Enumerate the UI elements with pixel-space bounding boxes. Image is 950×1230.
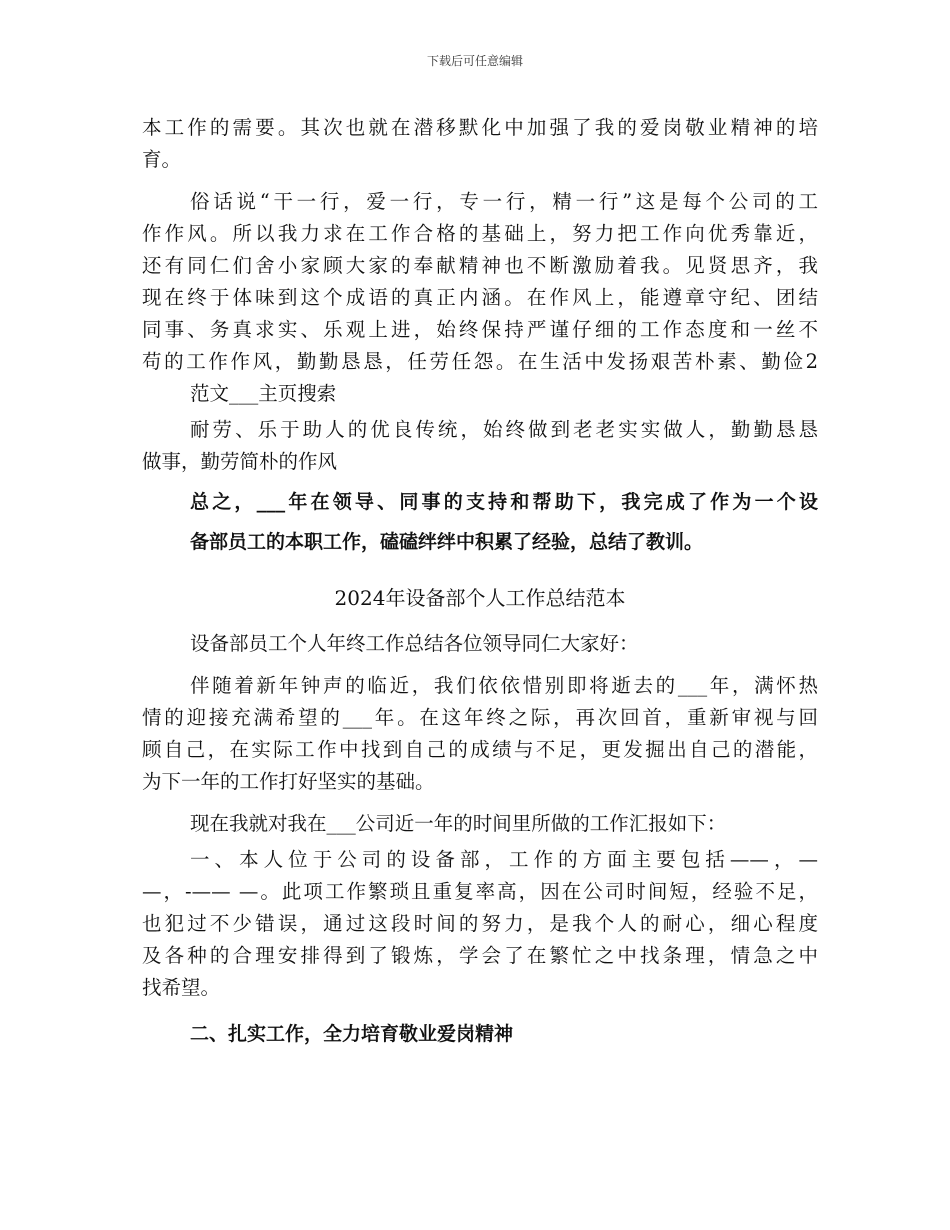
paragraph-line: 找希望。 [142,976,221,999]
section-title: 2024年设备部个人工作总结范本 [334,586,626,610]
paragraph-line: 育。 [142,148,182,171]
paragraph-line: 作作风。所以我力求在工作合格的基础上，努力把工作向优秀靠近， [142,222,818,245]
bold-summary-line: 备部员工的本职工作，磕磕绊绊中积累了经验，总结了教训。 [190,531,704,553]
paragraph-line: 伴随着新年钟声的临近，我们依依惜别即将逝去的___年，满怀热 [190,674,818,697]
paragraph-line: 一、本人位于公司的设备部，工作的方面主要包括——，— [190,848,818,871]
paragraph-line: 耐劳、乐于助人的优良传统，始终做到老老实实做人，勤勤恳恳 [190,418,818,441]
paragraph-line: 本工作的需要。其次也就在潜移默化中加强了我的爱岗敬业精神的培 [142,116,818,139]
page-header: 下载后可任意编辑 [426,54,523,68]
paragraph-line: 现在终于体味到这个成语的真正内涵。在作风上，能遵章守纪、团结 [142,286,818,309]
paragraph-line: 做事，勤劳简朴的作风 [142,450,338,473]
paragraph-line: 也犯过不少错误，通过这段时间的努力，是我个人的耐心，细心程度 [142,912,818,935]
paragraph-line: 顾自己，在实际工作中找到自己的成绩与不足，更发掘出自己的潜能， [142,738,818,761]
paragraph-line: —，-—— —。此项工作繁琐且重复率高，因在公司时间短，经验不足， [142,880,818,903]
paragraph-line: 苟的工作作风，勤勤恳恳，任劳任怨。在生活中发扬艰苦朴素、勤俭2 [142,350,818,373]
paragraph-line: 为下一年的工作打好坚实的基础。 [142,770,435,793]
document-body [142,112,818,1054]
subsection-heading: 二、扎实工作，全力培育敬业爱岗精神 [190,1023,514,1045]
paragraph-line: 及各种的合理安排得到了锻炼，学会了在繁忙之中找条理，情急之中 [142,944,818,967]
paragraph-line: 情的迎接充满希望的___年。在这年终之际，再次回首，重新审视与回 [142,706,818,729]
paragraph-line: 设备部员工个人年终工作总结各位领导同仁大家好： [190,632,639,655]
paragraph-line: 范文___主页搜索 [190,382,337,405]
paragraph-line: 还有同仁们舍小家顾大家的奉献精神也不断激励着我。见贤思齐，我 [142,254,818,277]
bold-summary-line: 总之，___年在领导、同事的支持和帮助下，我完成了作为一个设 [190,491,818,513]
paragraph-line: 同事、务真求实、乐观上进，始终保持严谨仔细的工作态度和一丝不 [142,318,818,341]
paragraph-line: 俗话说“干一行，爱一行，专一行，精一行”这是每个公司的工 [190,190,818,213]
paragraph-line: 现在我就对我在___公司近一年的时间里所做的工作汇报如下： [190,812,727,835]
